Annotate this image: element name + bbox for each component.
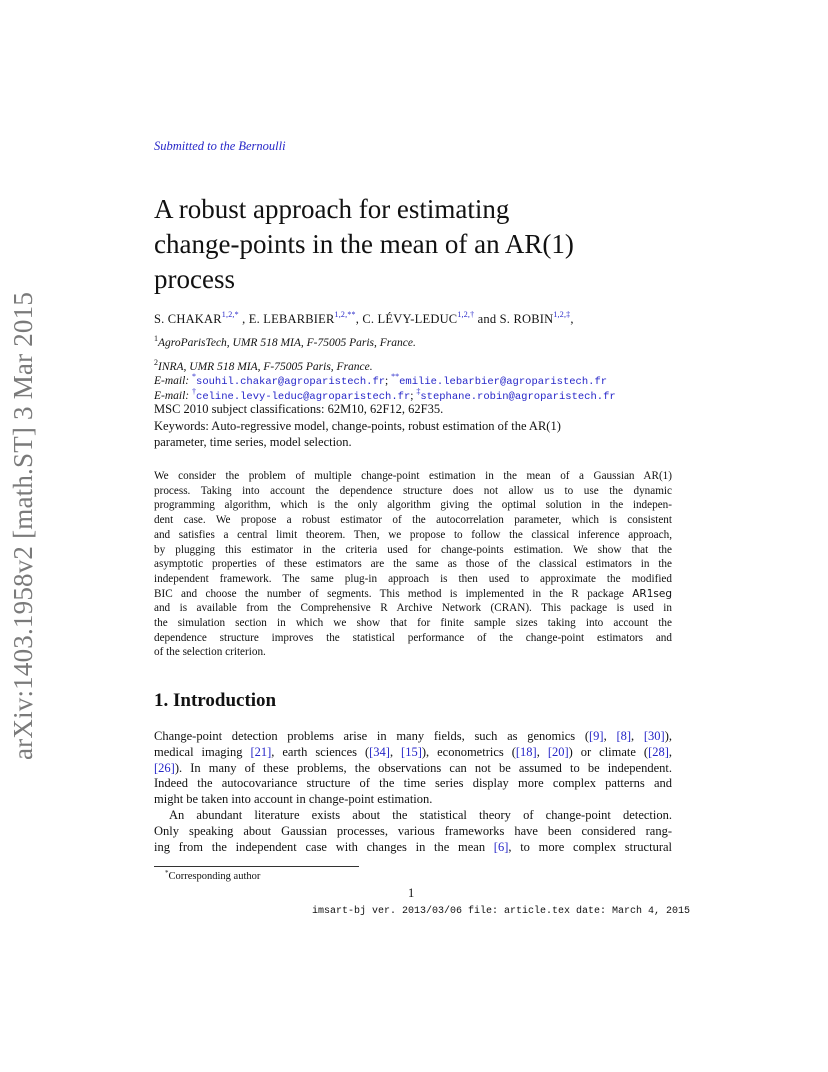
author-separator: , bbox=[355, 312, 363, 326]
email-label: E-mail: bbox=[154, 390, 190, 402]
email-link[interactable]: celine.levy-leduc@agroparistech.fr bbox=[196, 391, 411, 403]
email-link[interactable]: emilie.lebarbier@agroparistech.fr bbox=[399, 376, 608, 388]
abstract-line: programming algorithm, which is the only algorithm giving the optimal solution in the indepen- bbox=[154, 499, 672, 512]
title-line: process bbox=[154, 264, 235, 294]
intro-line: An abundant literature exists about the statistical theory of change-point detection. bbox=[169, 807, 672, 822]
abstract bbox=[154, 469, 672, 660]
abstract-line: process. Taking into account the dependence structure does not allow us to use the dynamic bbox=[154, 484, 672, 497]
section-heading: 1. Introduction bbox=[154, 690, 277, 711]
abstract-line: by plugging this estimator in the criteria used for change-points estimation. We show that the bbox=[154, 543, 672, 556]
citation-link[interactable]: [6] bbox=[493, 839, 509, 854]
abstract-line: of the selection criterion. bbox=[154, 646, 266, 659]
author-name: C. LÉVY-LEDUC bbox=[362, 312, 458, 326]
author-separator: and bbox=[474, 312, 500, 326]
intro-line: Only speaking about Gaussian processes, various frameworks have been considered rang- bbox=[154, 823, 672, 838]
email-line-1 bbox=[154, 372, 674, 388]
author-name: S. CHAKAR bbox=[154, 312, 222, 326]
abstract-line: and satisfies a central limit theorem. Then, we propose to follow the classical inference approach, bbox=[154, 528, 672, 541]
intro-line: medical imaging [21], earth sciences ([34], [15]), econometrics ([18], [20]) or climate ([28], bbox=[154, 744, 673, 759]
msc-classification: MSC 2010 subject classifications: 62M10, 62F12, 62F35. bbox=[154, 402, 444, 416]
footnote bbox=[165, 869, 260, 882]
author-separator: , bbox=[570, 312, 574, 326]
intro-line: Change-point detection problems arise in many fields, such as genomics ([9], [8], [30]), bbox=[154, 729, 673, 743]
arxiv-stamp-text: arXiv:1403.1958v2 [math.ST] 3 Mar 2015 bbox=[8, 291, 38, 760]
abstract-line: We consider the problem of multiple change-point estimation in the mean of a Gaussian AR(1) bbox=[154, 470, 672, 482]
intro-line: Indeed the autocovariance structure of the time series display more complex patterns and bbox=[154, 776, 672, 791]
journal-submission-note[interactable]: Submitted to the Bernoulli bbox=[154, 139, 286, 153]
intro-line: ing from the independent case with changes in the mean [6], to more complex structural bbox=[154, 839, 672, 854]
footnote-text: Corresponding author bbox=[168, 871, 261, 882]
abstract-line: BIC and choose the number of segments. This method is implemented in the R package AR1seg bbox=[154, 587, 672, 600]
footnote-mark: * bbox=[165, 869, 169, 877]
package-name: AR1seg bbox=[632, 587, 672, 600]
email-link[interactable]: souhil.chakar@agroparistech.fr bbox=[196, 376, 386, 388]
affiliation-2 bbox=[154, 358, 674, 373]
introduction-body bbox=[154, 729, 672, 855]
title-line: change-points in the mean of an AR(1) bbox=[154, 229, 574, 259]
author-marks[interactable]: 1,2,** bbox=[334, 310, 356, 319]
citation-link[interactable]: [9] bbox=[589, 729, 604, 743]
email-link[interactable]: stephane.robin@agroparistech.fr bbox=[420, 391, 616, 403]
paper-title bbox=[154, 192, 654, 297]
author-name: S. ROBIN bbox=[499, 312, 554, 326]
keywords-line: parameter, time series, model selection. bbox=[154, 435, 352, 449]
citation-link[interactable]: [15] bbox=[401, 744, 422, 759]
abstract-line: the simulation section in which we show that for finite sample sizes taking into account the bbox=[154, 617, 672, 630]
email-label: E-mail: bbox=[154, 375, 190, 387]
affiliation-1 bbox=[154, 334, 674, 349]
citation-link[interactable]: [21] bbox=[250, 744, 272, 759]
email-separator: ; bbox=[385, 375, 392, 387]
citation-link[interactable]: [8] bbox=[616, 729, 632, 743]
author-marks[interactable]: 1,2,‡ bbox=[553, 310, 571, 319]
abstract-line: dependence structure improves the statistical performance of the change-point estimators and bbox=[154, 631, 672, 644]
citation-link[interactable]: [20] bbox=[547, 744, 569, 759]
keywords bbox=[154, 418, 654, 450]
title-line: A robust approach for estimating bbox=[154, 194, 510, 224]
affiliation-text: INRA, UMR 518 MIA, F-75005 Paris, France. bbox=[158, 361, 373, 373]
abstract-line: independent framework. The same plug-in approach is then used to approximate the modified bbox=[154, 572, 672, 585]
affiliation-mark: 1 bbox=[154, 334, 158, 343]
affiliation-text: AgroParisTech, UMR 518 MIA, F-75005 Paris, France. bbox=[158, 337, 416, 349]
abstract-line: dent case. We propose a robust estimator of the autocorrelation parameter, which is consistent bbox=[154, 514, 672, 527]
imsart-footer: imsart-bj ver. 2013/03/06 file: article.tex date: March 4, 2015 bbox=[312, 906, 691, 917]
author-marks[interactable]: 1,2,* bbox=[221, 310, 239, 319]
email-mark: ‡ bbox=[416, 387, 421, 396]
keywords-line: Keywords: Auto-regressive model, change-points, robust estimation of the AR(1) bbox=[154, 419, 561, 433]
citation-link[interactable]: [34] bbox=[369, 744, 390, 759]
abstract-line: asymptotic properties of these estimators are the same as those of the classical estimators in the bbox=[154, 558, 672, 571]
author-separator: , bbox=[238, 312, 249, 326]
intro-line: might be taken into account in change-point estimation. bbox=[154, 792, 433, 807]
page-number: 1 bbox=[408, 886, 415, 900]
author-marks[interactable]: 1,2,† bbox=[457, 310, 475, 319]
email-mark: † bbox=[192, 387, 197, 396]
email-mark: ** bbox=[391, 372, 400, 381]
intro-line: [26]). In many of these problems, the observations can not be assumed to be independent. bbox=[154, 760, 672, 775]
footnote-divider bbox=[154, 866, 359, 867]
author-name: E. LEBARBIER bbox=[248, 312, 335, 326]
author-list bbox=[154, 310, 674, 327]
citation-link[interactable]: [30] bbox=[643, 729, 665, 743]
citation-link[interactable]: [28] bbox=[648, 744, 669, 759]
abstract-line: and is available from the Comprehensive R Archive Network (CRAN). This package is used in bbox=[154, 602, 672, 615]
citation-link[interactable]: [18] bbox=[515, 744, 537, 759]
affiliation-mark: 2 bbox=[154, 358, 158, 367]
email-line-2 bbox=[154, 387, 674, 403]
email-separator: ; bbox=[410, 390, 417, 402]
email-mark: * bbox=[192, 372, 197, 381]
citation-link[interactable]: [26] bbox=[154, 760, 175, 775]
